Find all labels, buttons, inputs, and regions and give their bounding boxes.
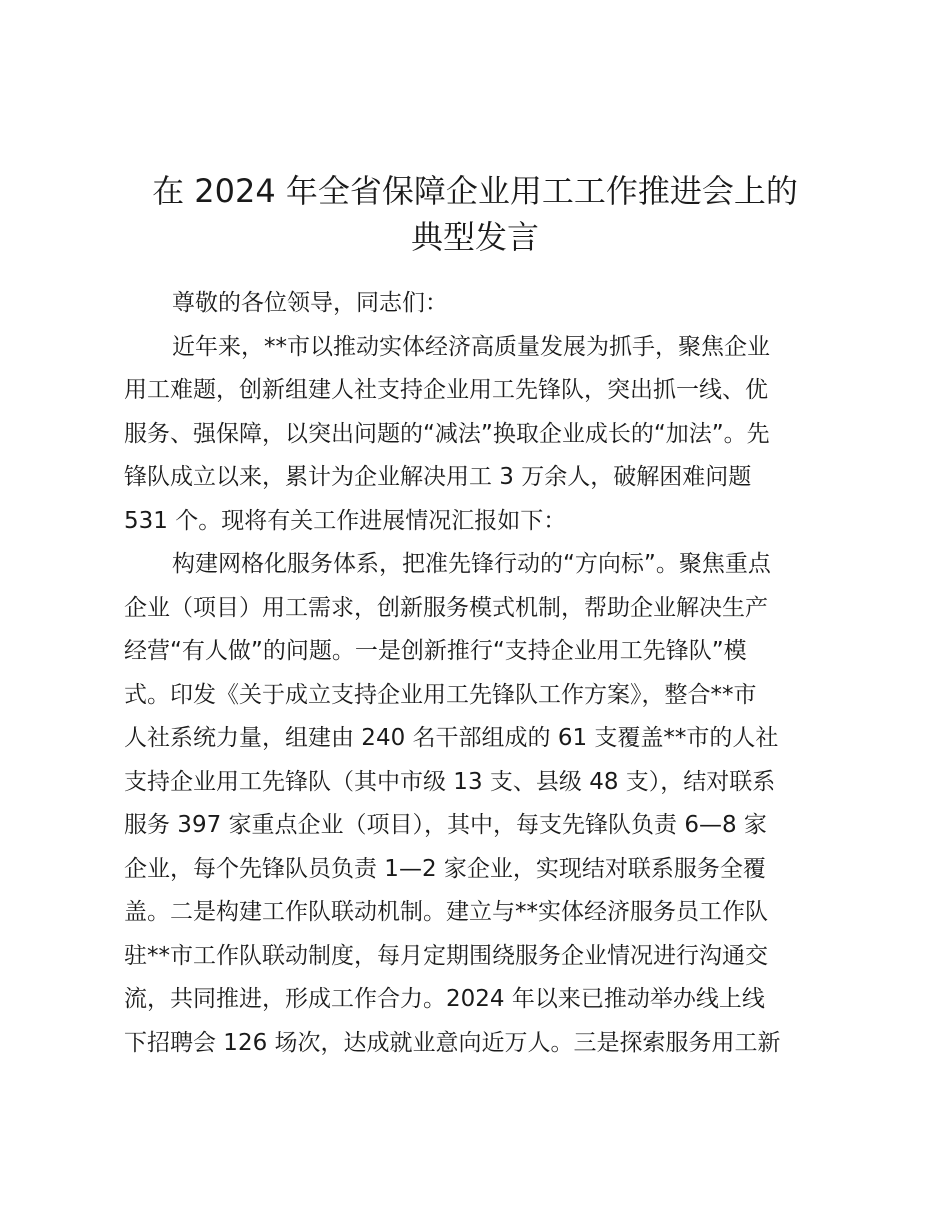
paragraph-1-line-1: 近年来，**市以推动实体经济高质量发展为抓手，聚焦企业 bbox=[172, 333, 770, 360]
paragraph-2-line-9: 盖。二是构建工作队联动机制。建立与**实体经济服务员工作队 bbox=[124, 899, 768, 925]
paragraph-2-line-8: 企业，每个先锋队员负责 1—2 家企业，实现结对联系服务全覆 bbox=[124, 855, 766, 882]
paragraph-2-line-3: 经营“有人做”的问题。一是创新推行“支持企业用工先锋队”模 bbox=[124, 638, 747, 664]
paragraph-2-line-1: 构建网格化服务体系，把准先锋行动的“方向标”。聚焦重点 bbox=[172, 551, 771, 577]
paragraph-2-line-11: 流，共同推进，形成工作合力。2024 年以来已推动举办线上线 bbox=[124, 986, 765, 1012]
title-line-1: 在 2024 年全省保障企业用工工作推进会上的 bbox=[152, 172, 798, 210]
paragraph-2-line-5: 人社系统力量，组建由 240 名干部组成的 61 支覆盖**市的人社 bbox=[124, 725, 779, 751]
paragraph-1-line-5: 531 个。现将有关工作进展情况汇报如下： bbox=[124, 507, 567, 534]
paragraph-2-line-10: 驻**市工作队联动制度，每月定期围绕服务企业情况进行沟通交 bbox=[124, 942, 768, 969]
paragraph-2-line-7: 服务 397 家重点企业（项目），其中，每支先锋队负责 6—8 家 bbox=[124, 812, 767, 838]
paragraph-2-line-2: 企业（项目）用工需求，创新服务模式机制，帮助企业解决生产 bbox=[124, 594, 768, 621]
paragraph-1-line-2: 用工难题，创新组建人社支持企业用工先锋队，突出抓一线、优 bbox=[124, 377, 768, 403]
paragraph-2-line-6: 支持企业用工先锋队（其中市级 13 支、县级 48 支），结对联系 bbox=[124, 768, 776, 795]
paragraph-2-line-12: 下招聘会 126 场次，达成就业意向近万人。三是探索服务用工新 bbox=[124, 1029, 781, 1056]
document-title bbox=[120, 168, 830, 260]
paragraph-1-line-4: 锋队成立以来，累计为企业解决用工 3 万余人，破解困难问题 bbox=[124, 464, 752, 490]
salutation: 尊敬的各位领导，同志们： bbox=[172, 290, 448, 316]
paragraph-1-line-3: 服务、强保障，以突出问题的“减法”换取企业成长的“加法”。先 bbox=[124, 420, 770, 447]
paragraph-2-line-4: 式。印发《关于成立支持企业用工先锋队工作方案》，整合**市 bbox=[124, 681, 757, 708]
title-line-2: 典型发言 bbox=[410, 218, 539, 256]
document-body bbox=[124, 282, 829, 1065]
